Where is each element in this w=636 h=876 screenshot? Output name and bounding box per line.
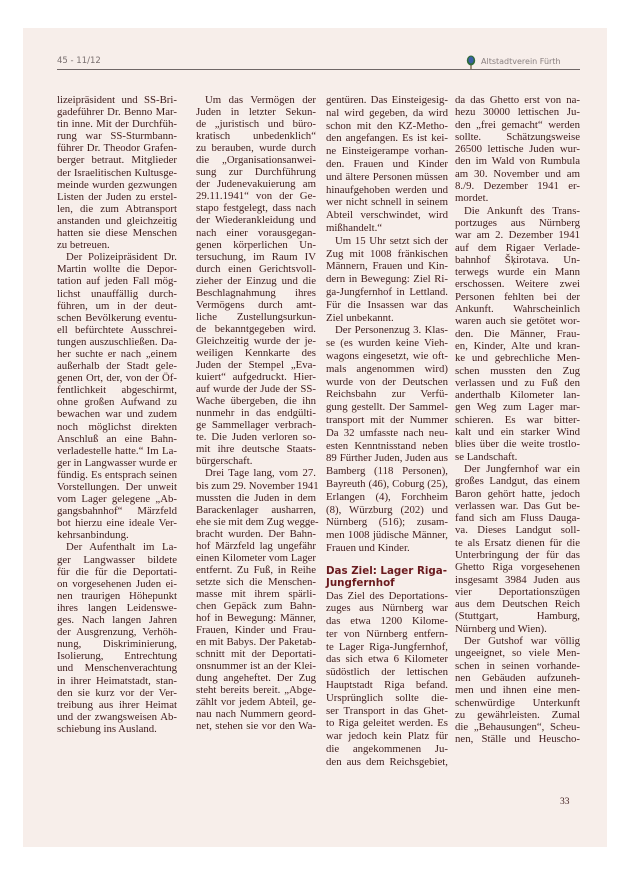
text-line: Abteil verschwindet, wird: [326, 209, 448, 222]
text-line: Unterbringung der für das: [455, 548, 580, 561]
text-line: Anschluß an eine Bahn-: [57, 432, 177, 445]
text-line: da das Ghetto erst von na-: [455, 94, 580, 106]
text-line: en mit Babys. Der Paketab-: [196, 636, 316, 649]
text-line: Das Ziel des Deportations-: [326, 589, 448, 602]
text-line: nal wird gegeben, da wird: [326, 106, 448, 119]
text-line: hof in Bewegung: Männer,: [196, 612, 316, 625]
text-line: treibung aus ihrer Heimat: [57, 698, 177, 711]
text-line: kehrsanbindung.: [57, 529, 129, 542]
text-line: Männern, Frauen und Kin-: [326, 260, 448, 273]
text-line: ter von Nürnberg entfern-: [326, 627, 448, 640]
text-line: te. Die Juden verloren so-: [196, 431, 316, 444]
text-line: nen traurigen Höhepunkt: [57, 589, 177, 602]
text-line: der Wiederankleidung und: [196, 214, 316, 227]
text-line: 26500 lettische Juden wur-: [455, 143, 580, 156]
text-line: (8), Würzburg (202) und: [326, 503, 448, 516]
paragraph: [196, 467, 319, 733]
text-line: zu berauben, wurde durch: [196, 142, 316, 155]
text-line: das etwa 1200 Kilome-: [326, 615, 448, 628]
text-line: men 1008 jüdische Männer,: [326, 529, 448, 542]
page-number: 33: [560, 797, 570, 807]
text-line: sollte. Schätzungsweise: [455, 130, 580, 143]
text-line: zu gewährleisten. Zumal: [455, 708, 580, 721]
text-column-1: [57, 94, 177, 735]
text-line: ger Langwasser bildete: [57, 553, 177, 566]
text-line: schen mussten den Zug: [455, 364, 580, 377]
text-line: Juden in letzter Sekun-: [196, 106, 316, 119]
text-line: aus dem Deutschen Reich: [455, 598, 580, 611]
text-line: Wache übergeben, die ihn: [196, 395, 316, 408]
text-line: der Israelitischen Kultusge-: [57, 166, 177, 179]
text-line: meinde wurden gezwungen: [57, 178, 177, 191]
text-column-2: [196, 94, 319, 733]
text-line: einen Kilometer vom Lager: [196, 551, 316, 564]
text-line: va. Dieses Landgut soll-: [455, 524, 580, 537]
text-line: len, die zum Abtransport: [57, 202, 177, 215]
text-line: Nürnberg (516); zusam-: [326, 516, 448, 529]
text-line: führen, um in der deut-: [57, 299, 177, 312]
text-line: die „Organisationsanwei-: [196, 154, 316, 167]
text-line: setzte sich die Menschen-: [196, 575, 316, 588]
text-line: hatten sie diese Menschen: [57, 227, 177, 240]
text-line: Der Personenzug 3. Klas-: [335, 324, 448, 337]
text-line: hinaufgehoben werden und: [326, 183, 448, 196]
text-line: en, Kinder, Alte und kran-: [455, 339, 580, 352]
text-line: vom Lager gelegene „Ab-: [57, 493, 177, 506]
text-line: nen, Ställe und Heuscho-: [455, 733, 580, 746]
paragraph: [57, 94, 177, 251]
text-line: her suchte er nach „einem: [57, 347, 177, 360]
text-line: gen Weg zum Lager mar-: [455, 401, 580, 414]
text-line: schnitt mit der Deportati-: [196, 648, 316, 661]
text-line: ne Einsteigerampe vorhan-: [326, 145, 448, 158]
text-column-4: [455, 94, 580, 746]
text-line: Zug mit 1008 fränkischen: [326, 247, 448, 260]
text-line: verlassen und zu Fuß den: [455, 376, 580, 389]
text-line: war am 2. Dezember 1941: [455, 229, 580, 242]
text-line: Der Jungfernhof war ein: [464, 462, 580, 475]
text-line: Ziel unbekannt.: [326, 311, 394, 324]
text-line: nach einer vorausgegan-: [196, 226, 316, 239]
text-line: weiligen Kennkarte des: [196, 346, 316, 359]
text-line: den sie kurz vor der Ver-: [57, 686, 177, 699]
text-line: Um das Vermögen der: [205, 94, 316, 106]
text-line: waren auch sie getötet wor-: [455, 315, 580, 328]
tree-icon: [466, 55, 476, 70]
text-line: se Landschaft.: [455, 450, 518, 463]
text-line: noch möglichst direkten: [57, 420, 177, 433]
text-line: gentüren. Das Einsteigesig-: [326, 94, 448, 106]
text-line: genen Ort, der, von der Öf-: [57, 372, 177, 385]
text-line: 29.11.1941“ von der Ge-: [196, 190, 316, 203]
text-line: terwegs wurde ein Mann: [455, 266, 580, 279]
text-line: zählt vor jedem Abteil, ge-: [196, 696, 316, 709]
text-line: schon mit den KZ-Metho-: [326, 119, 448, 132]
text-line: mordet.: [455, 192, 489, 205]
text-line: den aus dem Reichsgebiet,: [326, 755, 448, 768]
text-line: Da 32 umfasste nach neu-: [326, 426, 448, 439]
text-line: men und ihnen eine men-: [455, 684, 580, 697]
header-divider: [57, 69, 580, 70]
text-line: 89 Fürther Juden, Juden aus: [326, 452, 448, 465]
text-line: Listen der Juden zu erstel-: [57, 190, 177, 203]
text-line: zuges aus Nürnberg war: [326, 602, 448, 615]
text-line: Frauen, Kinder und Frau-: [196, 624, 316, 637]
text-line: ga-Jungfernhof in Lettland.: [326, 285, 448, 298]
text-line: Juden der Stempel „Eva-: [196, 359, 316, 372]
text-line: der Ausgrenzung, Verhöh-: [57, 626, 177, 639]
text-line: den im Wald von Rumbula: [455, 155, 580, 168]
text-line: wagons eingesetzt, wie oft-: [326, 349, 448, 362]
text-column-3: [326, 94, 448, 769]
paragraph: [326, 324, 448, 554]
text-line: die „Behausungen“, Scheu-: [455, 721, 580, 734]
text-line: großes Landgut, das einem: [455, 475, 580, 488]
text-line: war jedoch kein Platz für: [326, 730, 448, 743]
text-line: mussten die Juden in dem: [196, 491, 316, 504]
text-line: die angekommenen Ju-: [326, 743, 448, 756]
text-line: bewachen war und zudem: [57, 408, 177, 421]
text-line: tersuchung, im Raum IV: [196, 250, 316, 263]
text-line: blies über die weite trostlo-: [455, 438, 580, 451]
text-line: schenwürdige Unterkunft: [455, 696, 580, 709]
text-line: südöstlich der lettischen: [326, 666, 448, 679]
text-line: on vorgesehenen Juden ei-: [57, 577, 177, 590]
text-line: insgesamt 3984 Juden aus: [455, 573, 580, 586]
text-line: ser Transport in das Ghet-: [326, 704, 448, 717]
text-line: Für die Insassen war das: [326, 298, 448, 311]
text-line: außerhalb der Stadt gele-: [57, 360, 177, 373]
text-line: to Riga geleitet werden. Es: [326, 717, 448, 730]
text-line: rung war SS-Sturmbann-: [57, 130, 177, 143]
text-line: schieren. Es war bitter-: [455, 413, 580, 426]
text-line: auf dem Rigaer Verlade-: [455, 241, 580, 254]
text-line: te Lager Riga-Jungfernhof,: [326, 640, 448, 653]
text-line: ge Sammellager verbrach-: [196, 419, 316, 432]
text-line: Drei Tage lang, vom 27.: [205, 467, 316, 480]
text-line: fündig. Es entsprach seinen: [57, 468, 177, 481]
text-line: wurde von der Deutschen: [326, 375, 448, 388]
text-line: und Menschenverachtung: [57, 662, 177, 675]
text-line: den angefangen. Es ist kei-: [326, 132, 448, 145]
text-line: Isolierung, Entrechtung: [57, 650, 177, 663]
paragraph: [326, 235, 448, 325]
text-line: esten Kenntnisstand neben: [326, 439, 448, 452]
text-line: ehe sie mit dem Zug wegge-: [196, 515, 319, 528]
text-line: Bamberg (118 Personen),: [326, 465, 448, 478]
text-line: masse mit ihrem spärli-: [196, 587, 316, 600]
text-line: kalt und ein starker Wind: [455, 426, 580, 439]
text-line: te als Ersatz dienen für die: [455, 536, 580, 549]
text-line: Beschlagnahmung ihres: [196, 286, 316, 299]
text-line: ger in Langwasser wurde er: [57, 456, 177, 469]
text-line: tin inne. Mit der Durchfüh-: [57, 118, 177, 131]
text-line: de bekanntgegeben wird.: [196, 322, 316, 335]
text-line: ungeeignet, so viele Men-: [455, 647, 580, 660]
text-line: fand sich am Fluss Dauga-: [455, 512, 580, 525]
text-line: nung, Diskriminierung,: [57, 638, 177, 651]
text-line: bahnhof Šķirotava. Un-: [455, 253, 580, 266]
paragraph: [455, 635, 580, 746]
text-line: gadeführer Dr. Benno Mar-: [57, 106, 177, 119]
paragraph: [326, 590, 448, 769]
paragraph: [455, 94, 580, 205]
text-line: dern in Bewegung: Ziel Ri-: [326, 273, 448, 286]
text-line: transport mit der Nummer: [326, 413, 448, 426]
text-line: hof Märzfeld lag ungefähr: [196, 539, 316, 552]
text-line: am 30. November und am: [455, 167, 580, 180]
text-line: zu betreuen.: [57, 239, 110, 252]
text-line: nen Gebäuden aufzuneh-: [455, 671, 580, 684]
text-line: vier Deportationszügen: [455, 585, 580, 598]
text-line: kuiert“ aufgedruckt. Hier-: [196, 371, 316, 384]
text-line: durch einen Gerichtsvoll-: [196, 262, 316, 275]
text-line: Nürnberg und Wien).: [455, 622, 547, 635]
text-line: der Judenevakuierung am: [196, 178, 316, 191]
text-line: auf wurde der Jude der SS-: [196, 383, 316, 396]
text-line: Vorstellungen. Der unweit: [57, 481, 177, 493]
text-line: Personen fehlten bei der: [455, 290, 580, 303]
paragraph: [455, 463, 580, 635]
text-line: 8./9. Dezember 1941 er-: [455, 180, 580, 193]
text-line: bürgerschaft.: [196, 455, 253, 468]
text-line: Der Aufenthalt im La-: [66, 541, 177, 554]
text-line: bis zum 29. November 1941: [196, 479, 319, 492]
text-line: tation auf jeden Fall mög-: [57, 275, 177, 288]
text-line: Reichsbahn zur Verfü-: [326, 388, 448, 401]
text-line: nunmehr in das endgülti-: [196, 407, 316, 420]
text-line: steht bereits bereit. „Abge-: [196, 684, 316, 697]
text-line: Ankunft. Wahrscheinlich: [455, 303, 580, 316]
text-line: anstanden und gleichzeitig: [57, 214, 177, 227]
text-line: den. Frauen und Kinder: [326, 157, 448, 170]
text-line: Der Polizeipräsident Dr.: [66, 251, 177, 264]
text-line: in ihrer Heimatstadt, stan-: [57, 674, 177, 687]
text-line: stapo festgelegt, dass nach: [196, 202, 316, 215]
heading-line: Jungfernhof: [326, 577, 395, 590]
heading-line: Das Ziel: Lager Riga-: [326, 564, 447, 577]
text-line: Um 15 Uhr setzt sich der: [335, 234, 448, 247]
text-line: den. Die Männer, Frau-: [455, 327, 580, 340]
paragraph: [57, 541, 177, 735]
text-line: schiebung ins Ausland.: [57, 722, 157, 735]
publisher-name: Altstadtverein Fürth: [481, 57, 561, 66]
text-line: lichst unauffällig durch-: [57, 287, 177, 300]
text-line: net, stehen sie vor den Wa-: [196, 720, 316, 733]
issue-number: 45 - 11/12: [57, 56, 101, 66]
text-line: bot hierzu eine ideale Ver-: [57, 517, 177, 530]
text-line: verladestelle hatte.“ Im La-: [57, 444, 177, 457]
text-line: gangsbahnhof“ Märzfeld: [57, 505, 177, 518]
text-line: ihres langen Leidenswe-: [57, 601, 177, 614]
text-line: genen körperlichen Un-: [196, 238, 316, 251]
paragraph: [455, 205, 580, 463]
text-line: entfernt. Zu Fuß, in Reihe: [196, 563, 316, 576]
text-line: das sich etwa 6 Kilometer: [326, 653, 448, 666]
text-line: führer Dr. Theodor Grafen-: [57, 142, 177, 155]
text-line: ges. Nach langen Jahren: [57, 614, 177, 627]
text-line: (Stuttgart, Hamburg,: [455, 610, 580, 623]
text-line: Vermögens durch amt-: [196, 298, 316, 311]
text-line: bracht wurden. Der Bahn-: [196, 527, 316, 540]
section-heading: [326, 565, 448, 590]
text-line: portzuges aus Nürnberg: [455, 216, 580, 229]
text-line: onsnummer ist an der Klei-: [196, 660, 316, 673]
text-line: Bayreuth (46), Coburg (25),: [326, 477, 448, 490]
paragraph: [196, 94, 316, 467]
text-line: hezu 30000 lettischen Ju-: [455, 106, 580, 119]
text-line: sung zur Durchführung: [196, 166, 316, 179]
text-line: wer nicht schnell in seinem: [326, 196, 448, 209]
text-line: gung gestellt. Der Sammel-: [326, 401, 448, 414]
text-line: Erlangen (4), Forchheim: [326, 490, 448, 503]
text-line: ke und gebrechliche Men-: [455, 352, 580, 365]
paragraph: [326, 94, 448, 235]
text-line: Der Gutshof war völlig: [464, 635, 580, 648]
text-line: fentlichkeit abgeschirmt,: [57, 384, 177, 397]
text-line: für die für die Deportati-: [57, 565, 177, 578]
text-line: mals angenommen wird): [326, 362, 448, 375]
text-line: liche Zustellungsurkun-: [196, 310, 316, 323]
text-line: chen Gepäck zum Bahn-: [196, 599, 316, 612]
text-line: ell befürchtete Ausschrei-: [57, 323, 177, 336]
text-line: den „frei gemacht“ werden: [455, 118, 580, 131]
text-line: und ältere Personen müssen: [326, 170, 448, 183]
text-line: Gleichzeitig wurde der je-: [196, 334, 316, 347]
text-line: Baron gehört hatte, jedoch: [455, 487, 580, 500]
text-line: mit ihre deutsche Staats-: [196, 443, 316, 456]
text-line: mißhandelt.“: [326, 221, 383, 234]
text-line: schen Bevölkerung eventu-: [57, 311, 177, 324]
text-line: zieher der Einzug und die: [196, 274, 316, 287]
text-line: Hauptstadt Riga befand.: [326, 679, 448, 692]
text-line: Ursprünglich sollte die-: [326, 691, 448, 704]
paragraph: [57, 251, 177, 541]
text-line: verlassen war. Das Gut be-: [455, 499, 580, 512]
text-line: nau nach Nummern geord-: [196, 708, 316, 721]
text-line: se (es wurden keine Vieh-: [326, 337, 448, 350]
text-line: anderthalb Kilometer lan-: [455, 389, 580, 402]
text-line: berger betraut. Mitglieder: [57, 154, 177, 167]
text-line: lizeipräsident und SS-Bri-: [57, 94, 177, 106]
text-line: Barackenlager ausharren,: [196, 503, 316, 516]
text-line: Martin wollte die Depor-: [57, 263, 177, 276]
text-line: erschossen. Weitere zwei: [455, 278, 580, 291]
text-line: Die Ankunft des Trans-: [464, 204, 580, 217]
text-line: Ghetto Riga vorgesehenen: [455, 561, 580, 574]
text-line: kratisch unbedenklich“: [196, 130, 316, 143]
text-line: schen in seinen vorhande-: [455, 659, 580, 672]
text-line: und der zwangsweisen Ab-: [57, 710, 177, 723]
text-line: tungen auszuschließen. Da-: [57, 335, 177, 348]
text-line: ohne großen Aufwand zu: [57, 396, 177, 409]
text-line: Frauen und Kinder.: [326, 541, 410, 554]
text-line: de „juristisch und büro-: [196, 118, 316, 131]
text-line: dung angeheftet. Der Zug: [196, 672, 316, 685]
